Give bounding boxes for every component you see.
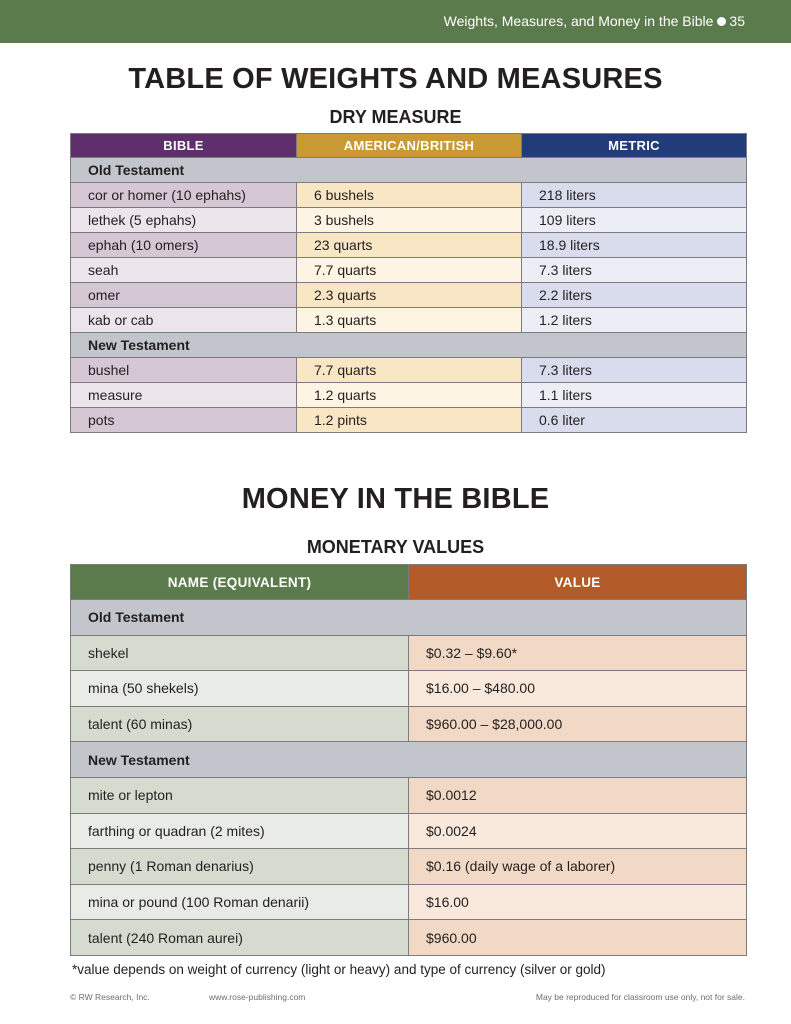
footer-copyright: © RW Research, Inc. [70,992,150,1002]
cell-name: talent (60 minas) [71,706,409,742]
table-row [71,308,747,333]
cell-metric: 1.1 liters [522,383,747,408]
cell-value: $0.32 – $9.60* [409,635,747,671]
column-header-bible: BIBLE [71,134,297,158]
section-label: Old Testament [71,600,747,636]
cell-american-british: 1.2 quarts [297,383,522,408]
header-bar [0,0,791,43]
cell-american-british: 1.2 pints [297,408,522,433]
table-row [71,383,747,408]
section-label: Old Testament [71,158,747,183]
table-row [71,884,747,920]
cell-metric: 109 liters [522,208,747,233]
column-header-name: NAME (EQUIVALENT) [71,565,409,600]
table-row [71,283,747,308]
table-row [71,635,747,671]
dry-measure-subtitle: DRY MEASURE [329,107,462,127]
cell-name: mite or lepton [71,777,409,813]
table-header-row [71,134,747,158]
cell-name: farthing or quadran (2 mites) [71,813,409,849]
cell-name: talent (240 Roman aurei) [71,920,409,956]
cell-metric: 0.6 liter [522,408,747,433]
cell-bible-unit: ephah (10 omers) [71,233,297,258]
cell-bible-unit: kab or cab [71,308,297,333]
table-row [71,233,747,258]
running-header [444,13,745,29]
cell-american-british: 23 quarts [297,233,522,258]
cell-metric: 1.2 liters [522,308,747,333]
column-header-metric: METRIC [522,134,747,158]
cell-metric: 2.2 liters [522,283,747,308]
cell-name: penny (1 Roman denarius) [71,849,409,885]
cell-name: mina (50 shekels) [71,671,409,707]
cell-value: $0.0012 [409,777,747,813]
cell-american-british: 7.7 quarts [297,358,522,383]
cell-metric: 18.9 liters [522,233,747,258]
cell-value: $16.00 [409,884,747,920]
footer-website: www.rose-publishing.com [209,992,306,1002]
cell-bible-unit: measure [71,383,297,408]
table-row [71,706,747,742]
section-label: New Testament [71,333,747,358]
table-header-row [71,565,747,600]
money-table [70,564,747,956]
money-title: MONEY IN THE BIBLE [241,483,550,515]
column-header-american-british: AMERICAN/BRITISH [297,134,522,158]
cell-bible-unit: pots [71,408,297,433]
cell-value: $960.00 – $28,000.00 [409,706,747,742]
footer-notice: May be reproduced for classroom use only, not for sale. [535,992,745,1002]
table-row [71,183,747,208]
money-subtitle: MONETARY VALUES [306,537,485,557]
page-title: TABLE OF WEIGHTS AND MEASURES [128,63,663,95]
table-row [71,777,747,813]
cell-american-british: 7.7 quarts [297,258,522,283]
table-row [71,208,747,233]
cell-value: $0.0024 [409,813,747,849]
cell-bible-unit: lethek (5 ephahs) [71,208,297,233]
column-header-value: VALUE [409,565,747,600]
table-row [71,408,747,433]
dry-measure-table [70,133,747,433]
cell-bible-unit: cor or homer (10 ephahs) [71,183,297,208]
cell-bible-unit: bushel [71,358,297,383]
cell-value: $0.16 (daily wage of a laborer) [409,849,747,885]
footnote: *value depends on weight of currency (light or heavy) and type of currency (silver or gold) [72,962,606,977]
section-row [71,742,747,778]
cell-american-british: 2.3 quarts [297,283,522,308]
cell-american-british: 6 bushels [297,183,522,208]
section-row [71,333,747,358]
table-row [71,849,747,885]
cell-bible-unit: omer [71,283,297,308]
cell-value: $16.00 – $480.00 [409,671,747,707]
cell-name: mina or pound (100 Roman denarii) [71,884,409,920]
section-row [71,600,747,636]
cell-name: shekel [71,635,409,671]
cell-value: $960.00 [409,920,747,956]
cell-metric: 7.3 liters [522,258,747,283]
table-row [71,671,747,707]
table-row [71,358,747,383]
table-row [71,813,747,849]
section-label: New Testament [71,742,747,778]
section-row [71,158,747,183]
table-row [71,920,747,956]
cell-metric: 218 liters [522,183,747,208]
bullet-icon [717,17,726,26]
page-number: 35 [729,13,745,29]
cell-bible-unit: seah [71,258,297,283]
table-row [71,258,747,283]
cell-metric: 7.3 liters [522,358,747,383]
running-title: Weights, Measures, and Money in the Bible [443,13,714,29]
cell-american-british: 1.3 quarts [297,308,522,333]
cell-american-british: 3 bushels [297,208,522,233]
